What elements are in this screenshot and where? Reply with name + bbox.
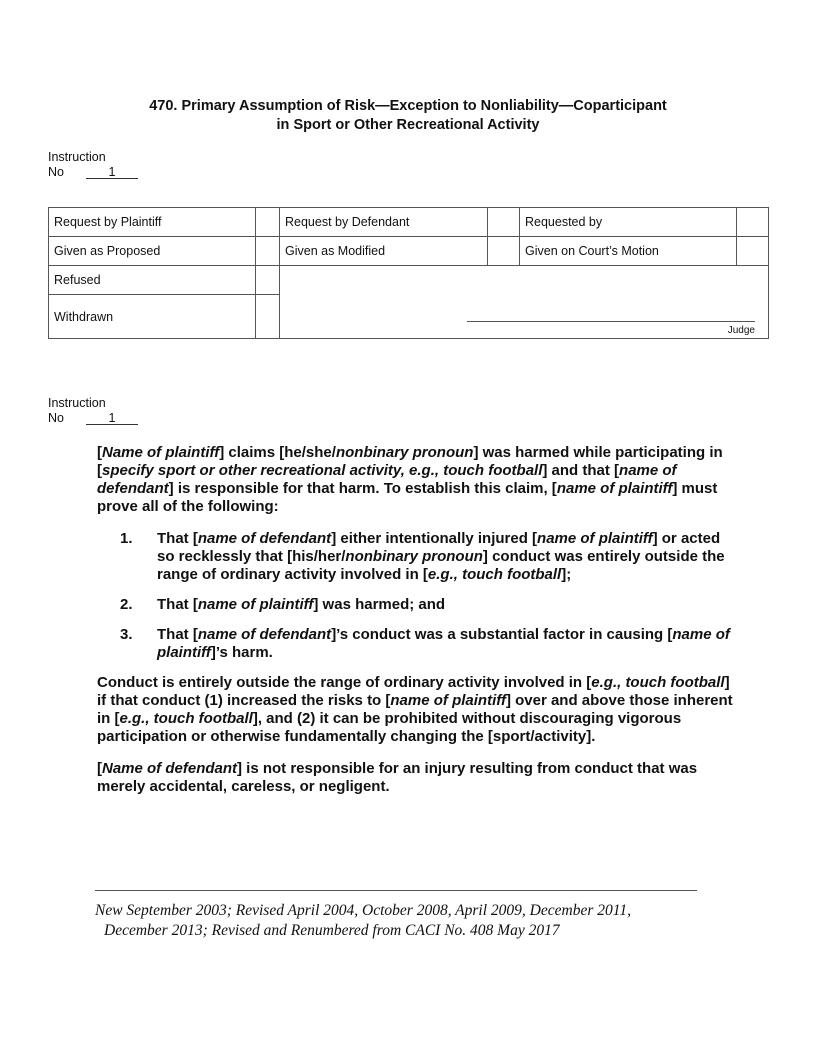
nonliability-paragraph: [97, 760, 737, 796]
title-line: 470. Primary Assumption of Risk—Exception to Nonliability—Coparticipant: [149, 98, 667, 114]
text-segment: ], and (2) it can be prohibited without discouraging vigorous participation or otherwise fundamentally changing the [sport/activity].: [97, 710, 682, 745]
text-segment: ] was harmed while participating in [: [97, 444, 723, 479]
placeholder-text: name of plaintiff: [390, 692, 506, 709]
instruction-body: [97, 444, 737, 810]
text-segment: ] was harmed; and: [313, 596, 446, 613]
title-line: in Sport or Other Recreational Activity: [276, 117, 540, 133]
placeholder-text: name of defendant: [197, 626, 332, 643]
item-number: 2.: [120, 596, 133, 613]
text-segment: ]’s harm.: [210, 644, 273, 661]
text-segment: ];: [561, 566, 572, 583]
list-item: [97, 596, 737, 614]
text-segment: ] must prove all of the following:: [97, 480, 718, 515]
requested-by-label: Requested by: [520, 208, 737, 237]
placeholder-text: e.g., touch football: [119, 710, 253, 727]
placeholder-text: nonbinary pronoun: [345, 548, 483, 565]
item-number: 3.: [120, 626, 133, 643]
text-segment: ] is responsible for that harm. To establish this claim, [: [168, 480, 557, 497]
instruction-label: Instruction: [48, 150, 106, 164]
judge-label: Judge: [727, 325, 755, 336]
item-text: [157, 596, 737, 614]
history-line: December 2013; Revised and Renumbered from CACI No. 408 May 2017: [104, 922, 560, 939]
request-by-plaintiff-checkbox[interactable]: [256, 208, 280, 237]
history-line: New September 2003; Revised April 2004, October 2008, April 2009, December 2011,: [95, 902, 631, 919]
placeholder-text: Name of defendant: [102, 760, 238, 777]
item-number: 1.: [120, 530, 133, 547]
instruction-number: 1: [86, 166, 138, 179]
placeholder-text: e.g., touch football: [427, 566, 562, 583]
text-segment: ] is not responsible for an injury resulting from conduct that was merely accidental, careless, or negligent.: [97, 760, 698, 795]
list-item: [97, 626, 737, 662]
text-segment: Conduct is entirely outside the range of ordinary activity involved in [: [97, 674, 592, 691]
instruction-number-block: [48, 150, 138, 179]
text-segment: ] and that [: [542, 462, 620, 479]
placeholder-text: Name of plaintiff: [102, 444, 220, 461]
text-segment: That [: [157, 626, 198, 643]
text-segment: [: [97, 444, 102, 461]
given-on-courts-motion-label: Given on Court’s Motion: [520, 237, 737, 266]
text-segment: [: [97, 760, 102, 777]
instruction-title: [0, 97, 816, 135]
footer-divider: [95, 890, 697, 891]
given-as-proposed-checkbox[interactable]: [256, 237, 280, 266]
request-by-plaintiff-label: Request by Plaintiff: [49, 208, 256, 237]
request-by-defendant-label: Request by Defendant: [280, 208, 488, 237]
placeholder-text: name of plaintiff: [157, 626, 730, 661]
given-as-modified-checkbox[interactable]: [488, 237, 520, 266]
text-segment: ]’s conduct was a substantial factor in causing [: [331, 626, 673, 643]
judge-signature-line[interactable]: [467, 321, 755, 322]
instruction-number-block-2: [48, 396, 138, 425]
text-segment: ] if that conduct (1) increased the risks to [: [97, 674, 730, 709]
elements-list: [97, 530, 737, 662]
instruction-label: Instruction: [48, 396, 106, 410]
withdrawn-checkbox[interactable]: [256, 295, 280, 339]
item-text: [157, 530, 737, 584]
placeholder-text: specify sport or other recreational activity, e.g., touch football: [102, 462, 543, 479]
requested-by-checkbox[interactable]: [737, 208, 769, 237]
placeholder-text: name of plaintiff: [197, 596, 314, 613]
text-segment: That [: [157, 530, 198, 547]
text-segment: ] claims [he/she/: [219, 444, 336, 461]
given-as-modified-label: Given as Modified: [280, 237, 488, 266]
placeholder-text: name of plaintiff: [556, 480, 673, 497]
placeholder-text: nonbinary pronoun: [335, 444, 474, 461]
instruction-number: 1: [86, 412, 138, 425]
refused-label: Refused: [49, 266, 256, 295]
disposition-table: [48, 207, 769, 339]
placeholder-text: e.g., touch football: [591, 674, 725, 691]
text-segment: ] or acted so recklessly that [his/her/: [157, 530, 721, 565]
given-as-proposed-label: Given as Proposed: [49, 237, 256, 266]
text-segment: That [: [157, 596, 198, 613]
refused-checkbox[interactable]: [256, 266, 280, 295]
text-segment: ] over and above those inherent in [: [97, 692, 733, 727]
given-on-courts-motion-checkbox[interactable]: [737, 237, 769, 266]
revision-history: [95, 901, 715, 941]
withdrawn-label: Withdrawn: [49, 295, 256, 339]
placeholder-text: name of defendant: [197, 530, 332, 547]
no-label: No: [48, 164, 64, 179]
placeholder-text: name of plaintiff: [537, 530, 653, 547]
judge-signature-area: [280, 266, 769, 339]
intro-paragraph: [97, 444, 737, 516]
request-by-defendant-checkbox[interactable]: [488, 208, 520, 237]
item-text: [157, 626, 737, 662]
text-segment: ] conduct was entirely outside the range of ordinary activity involved in [: [157, 548, 725, 583]
conduct-definition-paragraph: [97, 674, 737, 746]
placeholder-text: name of defendant: [97, 462, 677, 497]
text-segment: ] either intentionally injured [: [331, 530, 538, 547]
list-item: [97, 530, 737, 584]
no-label: No: [48, 410, 64, 425]
